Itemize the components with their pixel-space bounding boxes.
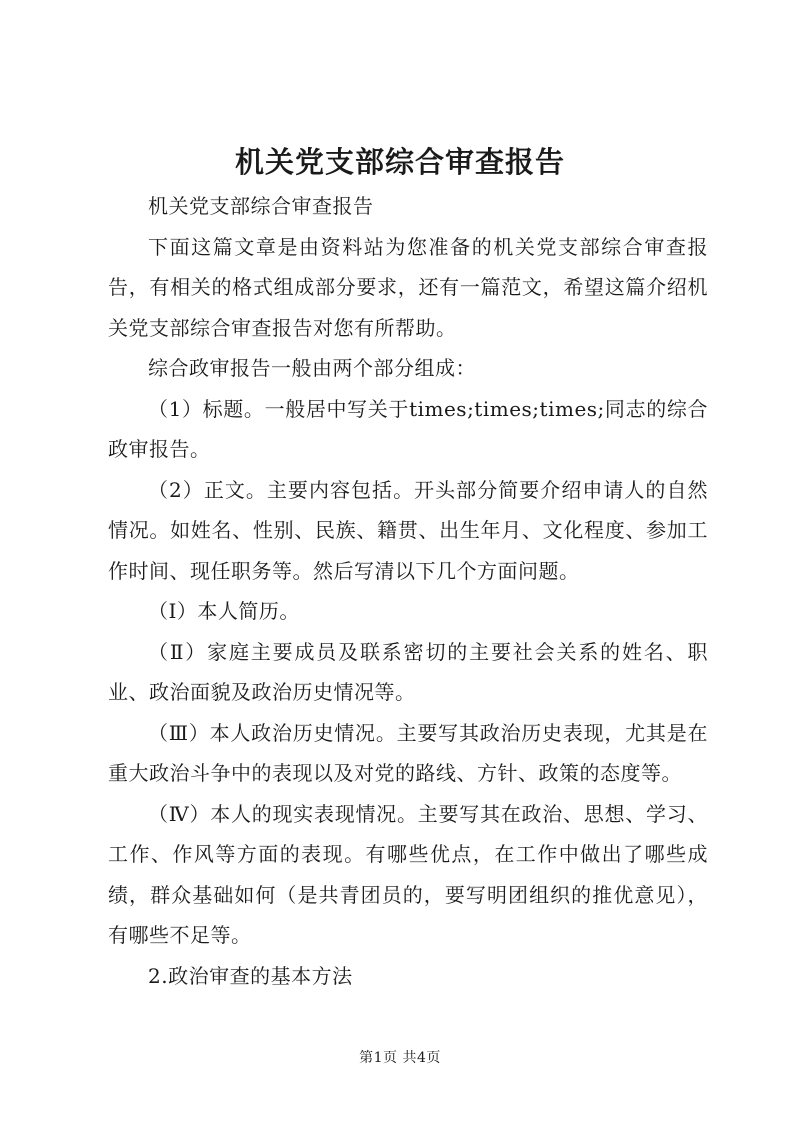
paragraph: 机关党支部综合审查报告 [148, 194, 374, 218]
paragraph: （Ⅰ）本人简历。 [148, 599, 300, 623]
document-body [108, 186, 708, 996]
paragraph: 2.政治审查的基本方法 [148, 963, 353, 988]
page-footer: 第1页 共4页 [359, 1050, 441, 1066]
paragraph: （2）正文。主要内容包括。开头部分简要介绍申请人的自然情况。如姓名、性别、民族、籍贯、出生年月、文化程度、参加工作时间、现任职务等。然后写清以下几个方面问题。 [108, 477, 708, 583]
paragraph: 综合政审报告一般由两个部分组成： [148, 356, 476, 380]
document-title: 机关党支部综合审查报告 [234, 145, 565, 179]
paragraph: （Ⅳ）本人的现实表现情况。主要写其在政治、思想、学习、工作、作风等方面的表现。有哪些优点，在工作中做出了哪些成绩，群众基础如何（是共青团员的，要写明团组织的推优意见），有哪些不足等。 [108, 801, 708, 947]
paragraph: （1）标题。一般居中写关于times;times;times;同志的综合政审报告。 [108, 396, 708, 461]
paragraph: （Ⅱ）家庭主要成员及联系密切的主要社会关系的姓名、职业、政治面貌及政治历史情况等。 [108, 639, 708, 704]
paragraph: （Ⅲ）本人政治历史情况。主要写其政治历史表现，尤其是在重大政治斗争中的表现以及对党的路线、方针、政策的态度等。 [108, 720, 708, 785]
paragraph: 下面这篇文章是由资料站为您准备的机关党支部综合审查报告，有相关的格式组成部分要求，还有一篇范文，希望这篇介绍机关党支部综合审查报告对您有所帮助。 [108, 234, 708, 340]
